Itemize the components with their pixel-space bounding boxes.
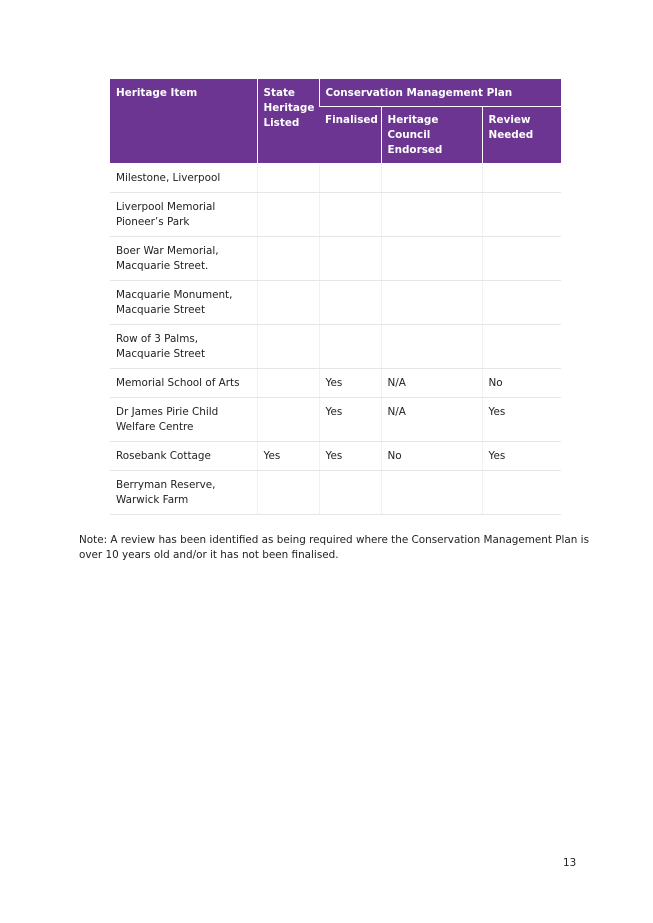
cell-item: Boer War Memorial, Macquarie Street. — [110, 237, 257, 281]
page-number: 13 — [563, 857, 577, 869]
cell-state — [257, 164, 319, 193]
cell-finalised: Yes — [319, 369, 381, 398]
cell-item: Berryman Reserve, Warwick Farm — [110, 471, 257, 515]
cell-endorsed — [381, 237, 482, 281]
cell-endorsed: N/A — [381, 398, 482, 442]
table-row — [110, 369, 561, 398]
cell-review: Yes — [482, 442, 561, 471]
table-row — [110, 325, 561, 369]
cell-item: Row of 3 Palms, Macquarie Street — [110, 325, 257, 369]
cell-item: Memorial School of Arts — [110, 369, 257, 398]
cell-finalised — [319, 193, 381, 237]
table-row — [110, 471, 561, 515]
cell-review — [482, 281, 561, 325]
table-row — [110, 237, 561, 281]
cell-review — [482, 237, 561, 281]
cell-finalised — [319, 281, 381, 325]
cell-state: Yes — [257, 442, 319, 471]
cell-endorsed — [381, 164, 482, 193]
cell-state — [257, 471, 319, 515]
header-heritage-council-endorsed: Heritage Council Endorsed — [381, 107, 482, 164]
cell-item: Dr James Pirie Child Welfare Centre — [110, 398, 257, 442]
cell-state — [257, 237, 319, 281]
table-row — [110, 193, 561, 237]
cell-endorsed — [381, 281, 482, 325]
cell-finalised — [319, 325, 381, 369]
cell-endorsed — [381, 325, 482, 369]
cell-review — [482, 471, 561, 515]
cell-item: Macquarie Monument, Macquarie Street — [110, 281, 257, 325]
header-conservation-management-plan: Conservation Management Plan — [319, 79, 561, 107]
cell-endorsed — [381, 471, 482, 515]
cell-finalised: Yes — [319, 442, 381, 471]
cell-state — [257, 325, 319, 369]
header-state-heritage-listed: State Heritage Listed — [257, 79, 319, 164]
heritage-table — [110, 79, 561, 515]
cell-endorsed: No — [381, 442, 482, 471]
table-row — [110, 398, 561, 442]
cell-state — [257, 369, 319, 398]
cell-state — [257, 281, 319, 325]
table-note: Note: A review has been identified as being required where the Conservation Management Plan is over 10 years old and/or it has not been finalised. — [79, 534, 589, 562]
cell-finalised — [319, 471, 381, 515]
header-finalised: Finalised — [319, 107, 381, 164]
cell-state — [257, 193, 319, 237]
cell-review — [482, 164, 561, 193]
header-heritage-item: Heritage Item — [110, 79, 257, 164]
cell-review — [482, 325, 561, 369]
table-row — [110, 164, 561, 193]
cell-review: Yes — [482, 398, 561, 442]
table-row — [110, 442, 561, 471]
cell-state — [257, 398, 319, 442]
cell-finalised — [319, 237, 381, 281]
cell-finalised — [319, 164, 381, 193]
cell-endorsed: N/A — [381, 369, 482, 398]
cell-item: Milestone, Liverpool — [110, 164, 257, 193]
table-row — [110, 281, 561, 325]
cell-item: Liverpool Memorial Pioneer’s Park — [110, 193, 257, 237]
header-review-needed: Review Needed — [482, 107, 561, 164]
cell-endorsed — [381, 193, 482, 237]
cell-item: Rosebank Cottage — [110, 442, 257, 471]
cell-finalised: Yes — [319, 398, 381, 442]
cell-review — [482, 193, 561, 237]
cell-review: No — [482, 369, 561, 398]
